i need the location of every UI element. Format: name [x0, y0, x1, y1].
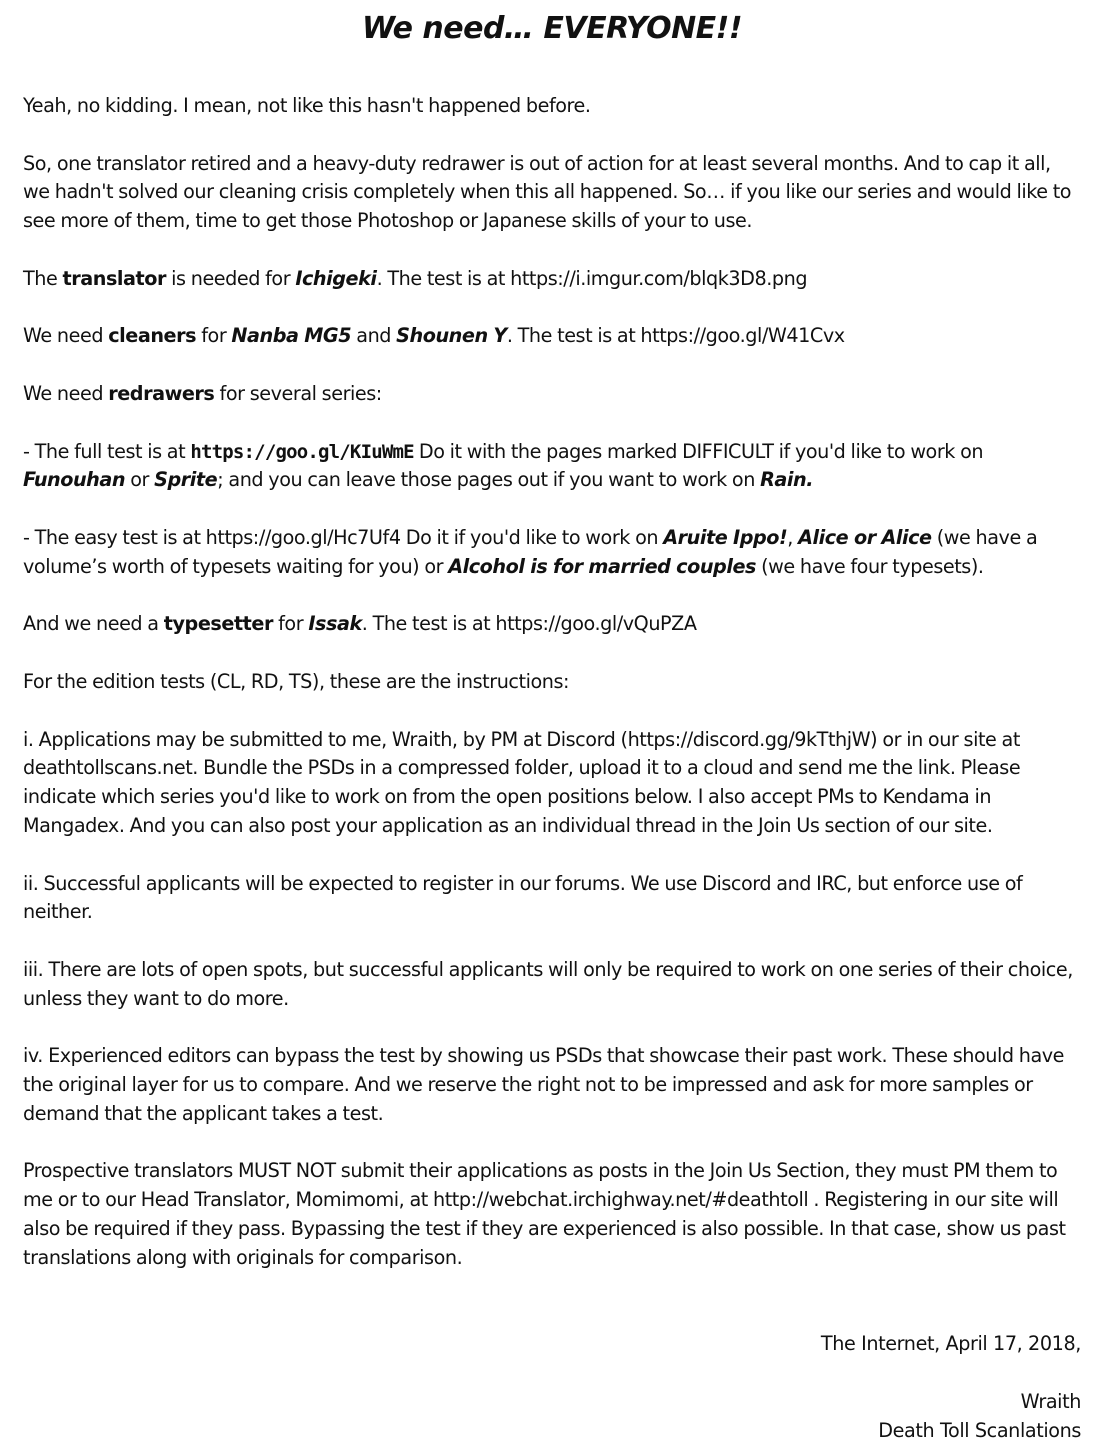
translator-paragraph: The translator is needed for Ichigeki. The test is at https://i.imgur.com/blqk3D8.png — [23, 266, 808, 290]
redrawers-paragraph: We need redrawers for several series: — [23, 381, 382, 405]
role-redrawers: redrawers — [108, 381, 215, 405]
series-rain: Rain. — [760, 468, 814, 492]
instruction-item: iii. There are lots of open spots, but successful applicants will only be required to work on one series of their choice, unless they want to do more. — [23, 957, 1073, 1010]
document-body — [23, 92, 1081, 1301]
series-nanba-mg5: Nanba MG5 — [231, 324, 352, 348]
series-issak: Issak — [308, 612, 362, 636]
series-aruite-ippo: Aruite Ippo! — [663, 525, 788, 549]
series-alcohol: Alcohol is for married couples — [448, 554, 756, 578]
easy-test-paragraph: - The easy test is at https://goo.gl/Hc7Uf4 Do it if you'd like to work on Aruite Ippo!, Alice or Alice (we have a volume’s worth of typesets waiting for you) or Alcohol is for married couples (we have four typesets). — [23, 525, 1038, 578]
translator-note-paragraph: Prospective translators MUST NOT submit their applications as posts in the Join Us Section, they must PM them to me or to our Head Translator, Momimomi, at http://webchat.irchighway.net/#deathtoll . Registering in our site will also be required if they pass. Bypassing the test if they are experienced is also possible. In that case, show us past translations along with originals for comparison. — [23, 1159, 1066, 1269]
role-typesetter: typesetter — [163, 612, 273, 636]
series-sprite: Sprite — [154, 468, 218, 492]
page-title: We need… EVERYONE!! — [361, 11, 743, 46]
series-shounen-y: Shounen Y — [396, 324, 507, 348]
signature-date: The Internet, April 17, 2018, — [820, 1332, 1081, 1355]
instruction-item: iv. Experienced editors can bypass the test by showing us PSDs that showcase their past work. These should have the original layer for us to compare. And we reserve the right not to be impressed and ask for more samples or demand that the applicant takes a test. — [23, 1044, 1065, 1125]
series-ichigeki: Ichigeki — [295, 266, 377, 290]
typesetter-paragraph: And we need a typesetter for Issak. The test is at https://goo.gl/vQuPZA — [23, 612, 697, 636]
signature-name: Wraith — [1020, 1390, 1081, 1413]
series-funouhan: Funouhan — [23, 468, 126, 492]
series-alice-or-alice: Alice or Alice — [798, 525, 932, 549]
signature-block — [878, 1388, 1081, 1446]
intro-paragraph: Yeah, no kidding. I mean, not like this hasn't happened before. — [23, 94, 591, 117]
instructions-intro: For the edition tests (CL, RD, TS), these are the instructions: — [23, 669, 570, 693]
role-translator: translator — [62, 266, 167, 290]
cleaners-paragraph: We need cleaners for Nanba MG5 and Shounen Y. The test is at https://goo.gl/W41Cvx — [23, 324, 845, 348]
signature-group: Death Toll Scanlations — [878, 1418, 1081, 1442]
role-cleaners: cleaners — [108, 324, 197, 348]
situation-paragraph: So, one translator retired and a heavy-duty redrawer is out of action for at least several months. And to cap it all, we hadn't solved our cleaning crisis completely when this all happened. So… if you like our series and would like to see more of them, time to get those Photoshop or Japanese skills of your to use. — [23, 151, 1072, 233]
instruction-item: ii. Successful applicants will be expected to register in our forums. We use Discord and IRC, but enforce use of neither. — [23, 871, 1023, 924]
full-test-link: https://goo.gl/KIuWmE — [190, 440, 414, 463]
full-test-paragraph: - The full test is at https://goo.gl/KIuWmE Do it with the pages marked DIFFICULT if you'd like to work on Funouhan or Sprite; and you can leave those pages out if you want to work on Rain. — [23, 439, 984, 492]
instruction-item: i. Applications may be submitted to me, Wraith, by PM at Discord (https://discord.gg/9kTthjW) or in our site at deathtollscans.net. Bundle the PSDs in a compressed folder, upload it to a cloud and send me the link. Please indicate which series you'd like to work on from the open positions below. I also accept PMs to Kendama in Mangadex. And you can also post your application as an individual thread in the Join Us section of our site. — [23, 727, 1021, 837]
